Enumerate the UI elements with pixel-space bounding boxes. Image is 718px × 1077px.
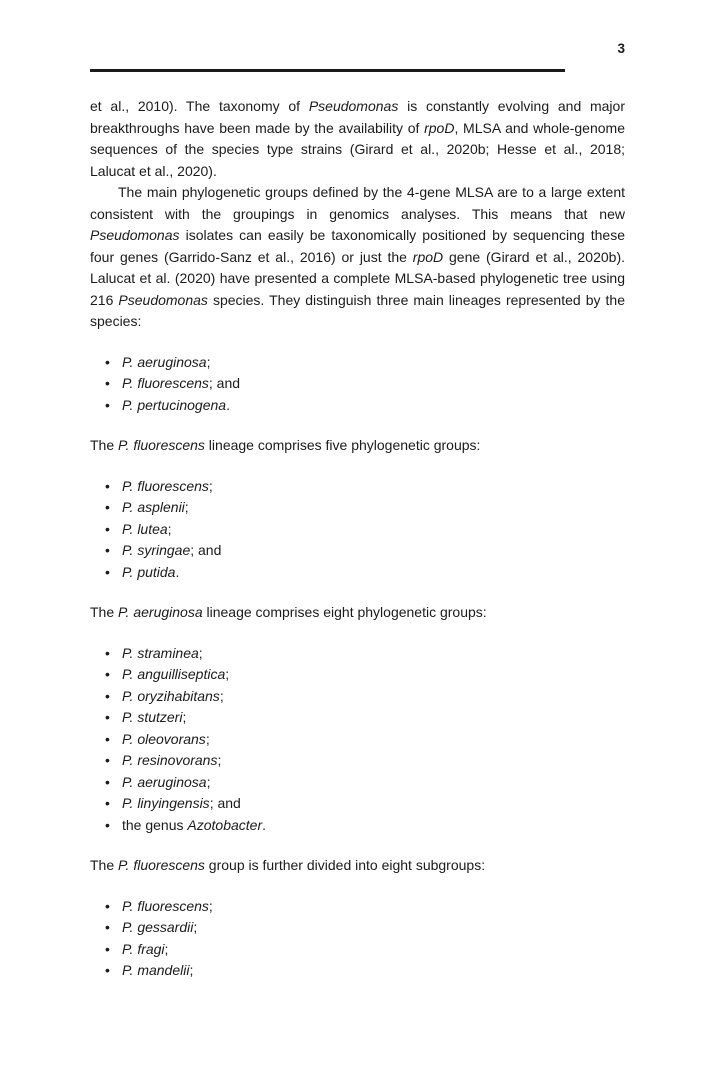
list-item: • P. syringae; and [90,540,625,562]
list-item: • P. fluorescens; and [90,373,625,395]
page-body [90,96,625,982]
list-item: • P. oleovorans; [90,729,625,751]
aeruginosa-lineage-groups-list [90,643,625,837]
page-content [90,0,625,982]
list-item: • P. oryzihabitans; [90,686,625,708]
page-header [90,0,625,56]
header-rule [90,69,565,72]
list-item: • P. linyingensis; and [90,793,625,815]
list-item: • P. aeruginosa; [90,772,625,794]
list-item: • P. straminea; [90,643,625,665]
list-item: • P. fragi; [90,939,625,961]
list-item: • P. lutea; [90,519,625,541]
list-item: • P. fluorescens; [90,896,625,918]
paragraph-taxonomy-continuation: et al., 2010). The taxonomy of Pseudomonas is constantly evolving and major breakthroughs have been made by the availability of rpoD, MLSA and whole-genome sequences of the species type strains (Girard et al., 2020b; Hesse et al., 2018; Lalucat et al., 2020). [90,98,625,179]
main-lineages-list [90,352,625,417]
list-item: • P. aeruginosa; [90,352,625,374]
list-item: • P. mandelii; [90,960,625,982]
page-number: 3 [617,41,625,56]
fluorescens-lineage-groups-list [90,476,625,584]
list-item: • P. asplenii; [90,497,625,519]
list-item: • P. pertucinogena. [90,395,625,417]
fluorescens-subgroups-list [90,896,625,982]
list-item: • P. stutzeri; [90,707,625,729]
paragraph-mlsa-groups: The main phylogenetic groups defined by the 4-gene MLSA are to a large extent consistent with the groupings in genomics analyses. This means that new Pseudomonas isolates can easily be taxonomically positioned by sequencing these four genes (Garrido-Sanz et al., 2016) or just the rpoD gene (Girard et al., 2020b). Lalucat et al. (2020) have presented a complete MLSA-based phylogenetic tree using 216 Pseudomonas species. They distinguish three main lineages represented by the species: [90,184,626,329]
list-item: • P. putida. [90,562,625,584]
list-item: • P. anguilliseptica; [90,664,625,686]
list-item: • P. gessardii; [90,917,625,939]
lead-aeruginosa-lineage: The P. aeruginosa lineage comprises eight phylogenetic groups: [90,604,487,620]
list-item: • P. resinovorans; [90,750,625,772]
list-item: • P. fluorescens; [90,476,625,498]
lead-fluorescens-subgroups: The P. fluorescens group is further divided into eight subgroups: [90,857,486,873]
list-item: • the genus Azotobacter. [90,815,625,837]
lead-fluorescens-lineage: The P. fluorescens lineage comprises five phylogenetic groups: [90,437,481,453]
